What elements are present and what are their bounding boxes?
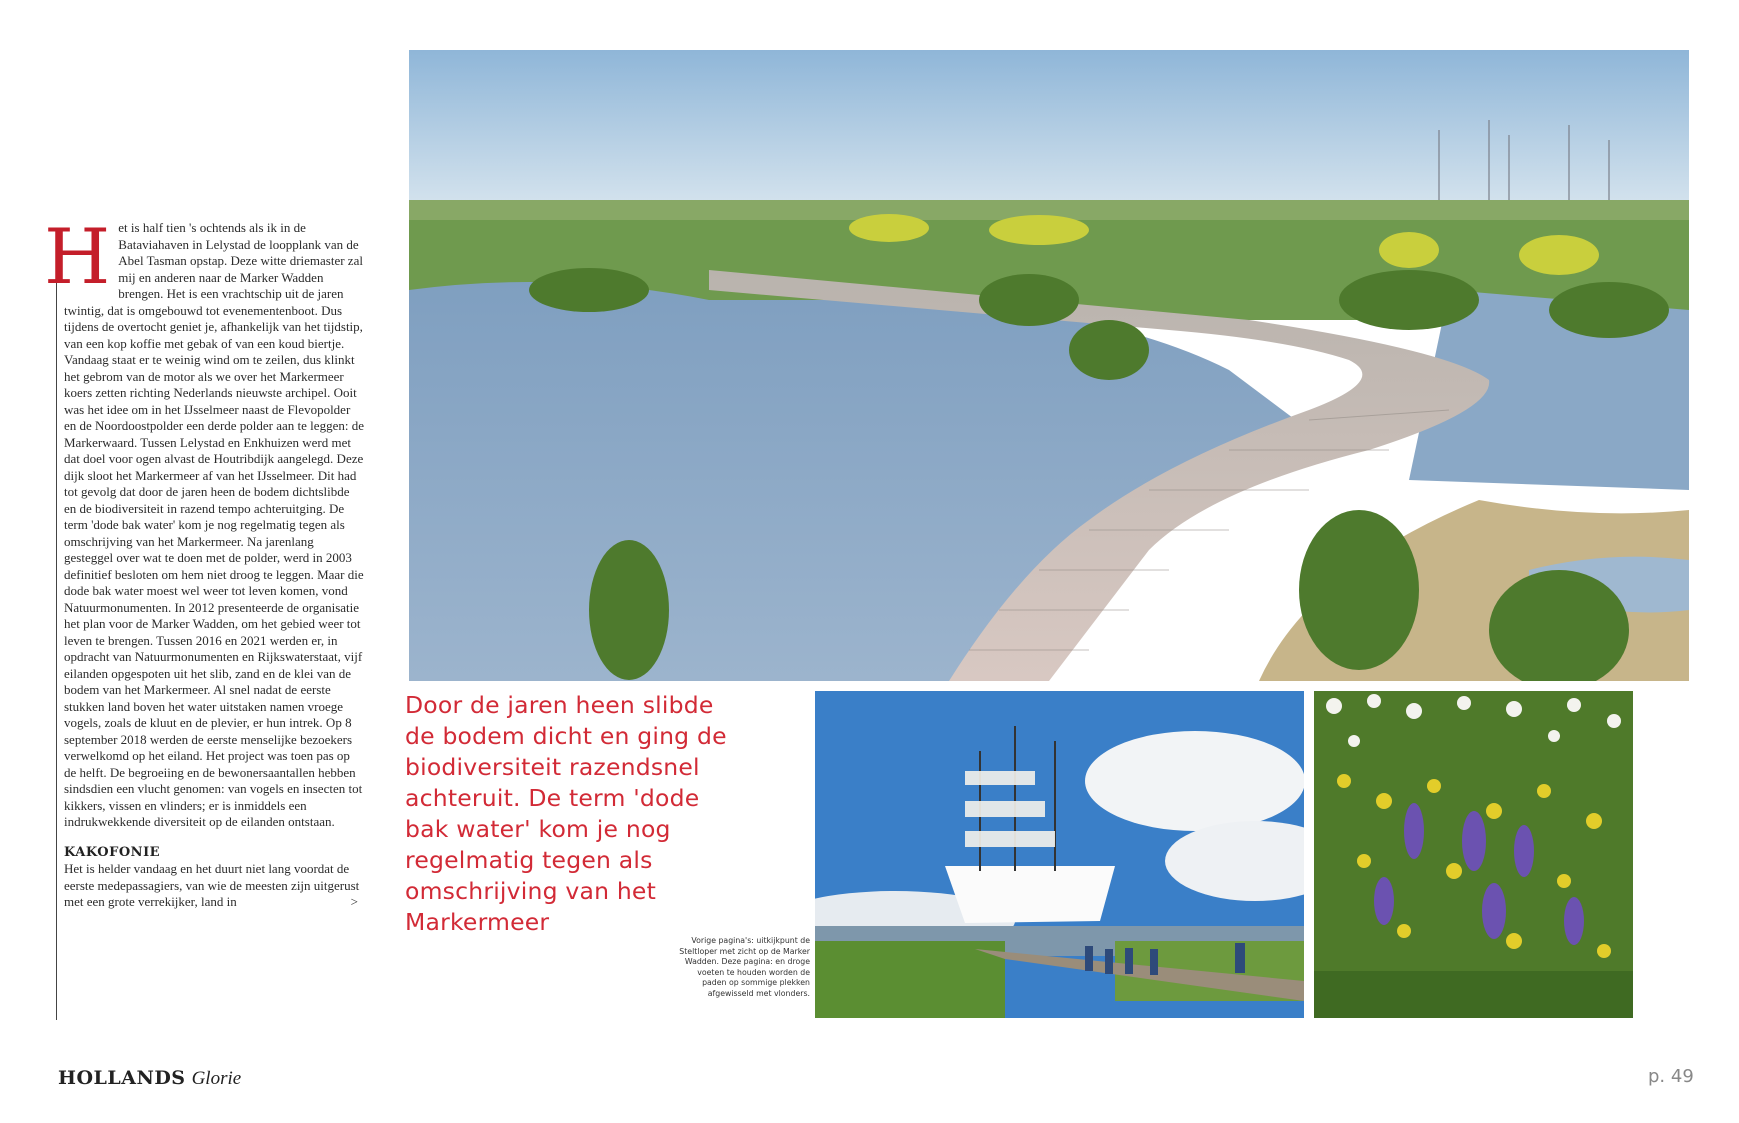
page-number: p. 49 (1648, 1066, 1694, 1087)
ship-photo (815, 691, 1304, 1018)
article-body (44, 212, 364, 911)
subheading: KAKOFONIE (64, 844, 161, 860)
brand-bold: HOLLANDS (58, 1067, 186, 1089)
continued-marker: > (350, 894, 358, 909)
hero-photo (409, 50, 1689, 681)
flowers-photo (1314, 691, 1633, 1018)
brand-light: Glorie (191, 1068, 242, 1089)
footer-brand (58, 1067, 241, 1090)
body-text: et is half tien 's ochtends als ik in de Bataviahaven in Lelystad de loopplank van de Abel Tasman opstap. Deze witte driemaster zal mij en anderen naar de Marker Wadden brengen. Het is een vrachtschip uit de jaren twintig, dat is omgebouwd tot evenementenboot. Dus tijdens de overtocht geniet je, afhankelijk van het tijdstip, van een kop koffie met gebak of van een koud biertje. Vandaag staat er te weinig wind om te zeilen, dus klinkt het gebrom van de motor als we over het Markermeer koers zetten richting Nederlands nieuwste archipel. Ooit was het idee om in het IJsselmeer naast de Flevopolder en de Noordoostpolder een derde polder aan te leggen: de Markerwaard. Tussen Lelystad en Enkhuizen werd met dat doel voor ogen alvast de Houtribdijk aangelegd. Deze dijk sloot het Markermeer af van het IJsselmeer. Dit had tot gevolg dat door de jaren heen de bodem dichtslibde en de biodiversiteit in razend tempo achteruitging. De term 'dode bak water' kom je nog regelmatig tegen als omschrijving van het Markermeer. Na jarenlang gesteggel over wat te doen met de polder, werd in 2003 definitief besloten om hem niet droog te leggen. Maar die dode bak water moest wel weer tot leven komen, vond Natuurmonumenten. In 2012 presenteerde de organisatie het plan voor de Marker Wadden, om het gebied weer tot leven te brengen. Tussen 2016 en 2021 werden er, in opdracht van Natuurmonumenten en Rijkswaterstaat, vijf eilanden opgespoten uit het slib, zand en de klei van de bodem van het Markermeer. Al snel nadat de eerste stukken land boven het water uitstaken namen vroege vogels, zoals de kluut en de plevier, er hun intrek. Op 8 september 2018 werden de eerste menselijke bezoekers verwelkomd op het eiland. Het project was toen pas op de helft. De begroeiing en de bewonersaantallen hebben sindsdien een vlucht genomen: van vogels en insecten tot kikkers, vissen en vlinders; er is inmiddels een indrukwekkende diversiteit op de eilanden ontstaan. (64, 220, 364, 829)
intro-paragraph (44, 212, 364, 831)
photo-caption: Vorige pagina's: uitkijkpunt de Steltloper met zicht op de Marker Wadden. Deze pagina: en droge voeten te houden worden de paden op sommige plekken afgewisseld met vlonders. (679, 936, 810, 998)
continuation-paragraph (64, 861, 364, 911)
column-rule (56, 230, 57, 1020)
dropcap: H (44, 212, 111, 301)
pull-quote: Door de jaren heen slibde de bodem dicht en ging de biodiversiteit razendsnel achteruit. De term 'dode bak water' kom je nog regelmatig tegen als omschrijving van het Markermeer (405, 691, 727, 936)
body-text-2: Het is helder vandaag en het duurt niet lang voordat de eerste medepassagiers, van wie de meesten zijn uitgerust met een grote verrekijker, land in (64, 861, 360, 909)
